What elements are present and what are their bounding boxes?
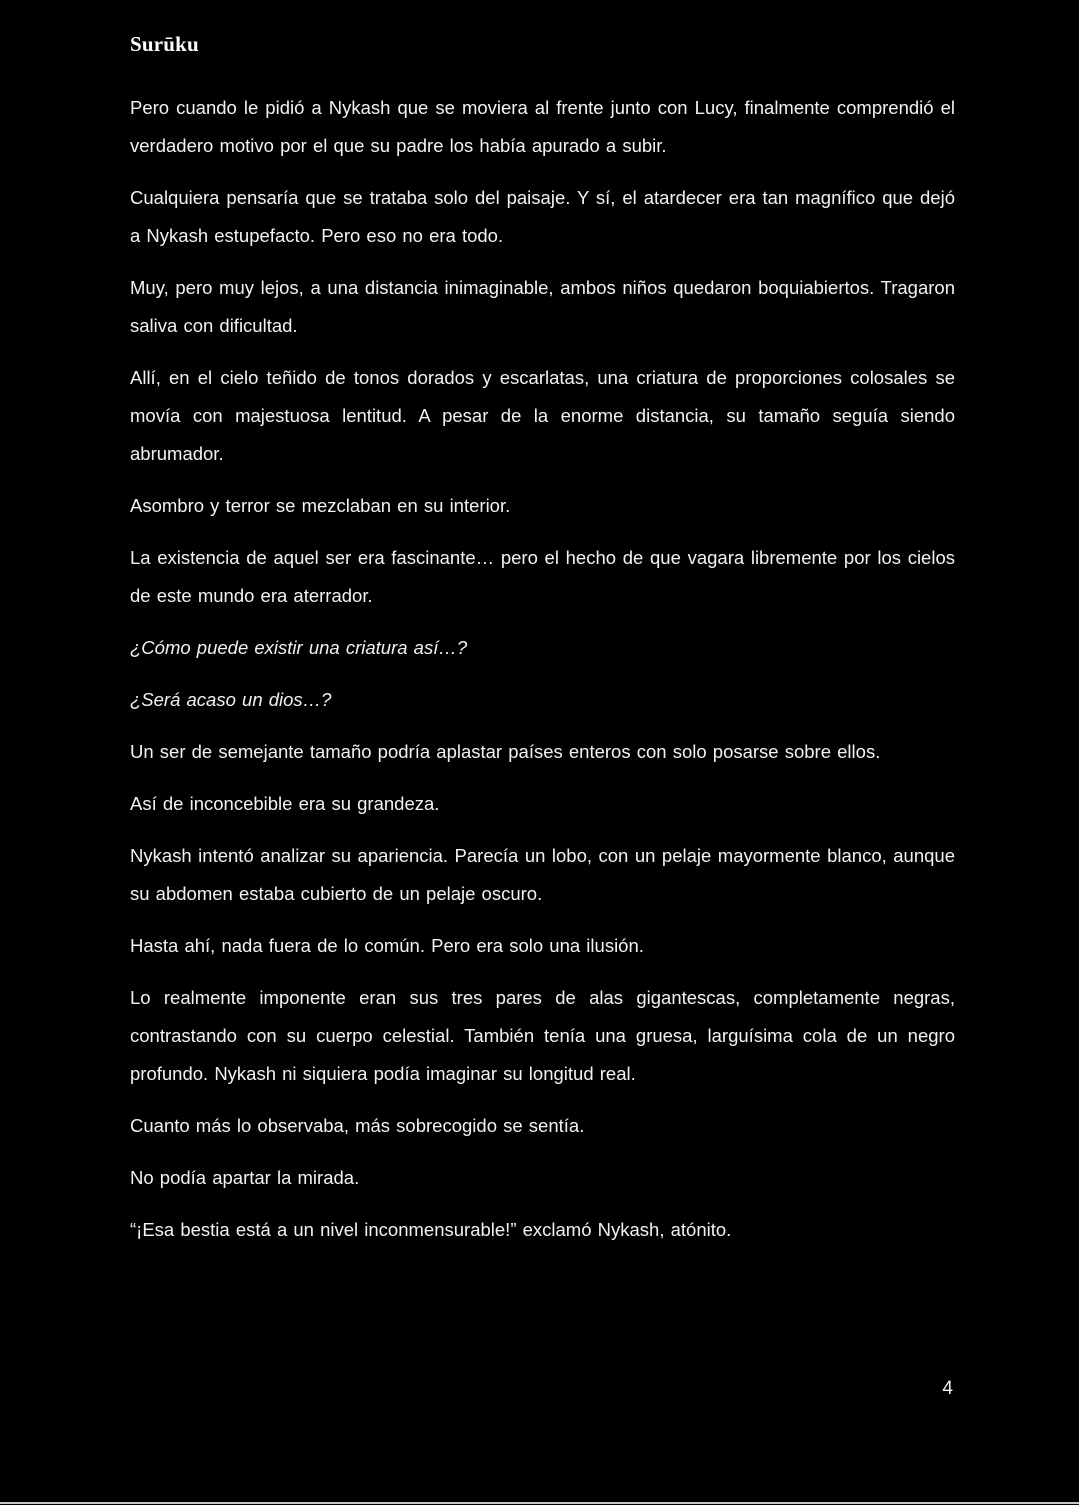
paragraph: Nykash intentó analizar su apariencia. Parecía un lobo, con un pelaje mayormente blanco, aunque su abdomen estaba cubierto de un pelaje oscuro. xyxy=(130,845,955,904)
document-title: Surūku xyxy=(130,32,199,56)
paragraph: Así de inconcebible era su grandeza. xyxy=(130,793,440,814)
paragraph: “¡Esa bestia está a un nivel inconmensurable!” exclamó Nykash, atónito. xyxy=(130,1219,732,1240)
paragraph-italic: ¿Cómo puede existir una criatura así…? xyxy=(130,637,468,658)
paragraph: Asombro y terror se mezclaban en su interior. xyxy=(130,495,511,516)
paragraph: Cualquiera pensaría que se trataba solo del paisaje. Y sí, el atardecer era tan magnífico que dejó a Nykash estupefacto. Pero eso no era todo. xyxy=(130,187,955,246)
paragraph: Cuanto más lo observaba, más sobrecogido se sentía. xyxy=(130,1115,585,1136)
paragraph: Hasta ahí, nada fuera de lo común. Pero era solo una ilusión. xyxy=(130,935,644,956)
page-number: 4 xyxy=(942,1378,953,1399)
paragraph: No podía apartar la mirada. xyxy=(130,1167,360,1188)
paragraph: Un ser de semejante tamaño podría aplastar países enteros con solo posarse sobre ellos. xyxy=(130,741,881,762)
paragraph: Allí, en el cielo teñido de tonos dorados y escarlatas, una criatura de proporciones colosales se movía con majestuosa lentitud. A pesar de la enorme distancia, su tamaño seguía siendo abrumador. xyxy=(130,367,955,464)
paragraph-italic: ¿Será acaso un dios…? xyxy=(130,689,332,710)
paragraph: Pero cuando le pidió a Nykash que se moviera al frente junto con Lucy, finalmente comprendió el verdadero motivo por el que su padre los había apurado a subir. xyxy=(130,97,955,156)
paragraph: La existencia de aquel ser era fascinante… pero el hecho de que vagara libremente por los cielos de este mundo era aterrador. xyxy=(130,547,955,606)
paragraph: Lo realmente imponente eran sus tres pares de alas gigantescas, completamente negras, contrastando con su cuerpo celestial. También tenía una gruesa, larguísima cola de un negro profundo. Nykash ni siquiera podía imaginar su longitud real. xyxy=(130,987,955,1084)
paragraph: Muy, pero muy lejos, a una distancia inimaginable, ambos niños quedaron boquiabiertos. Tragaron saliva con dificultad. xyxy=(130,277,955,336)
bottom-divider xyxy=(0,1502,1079,1504)
